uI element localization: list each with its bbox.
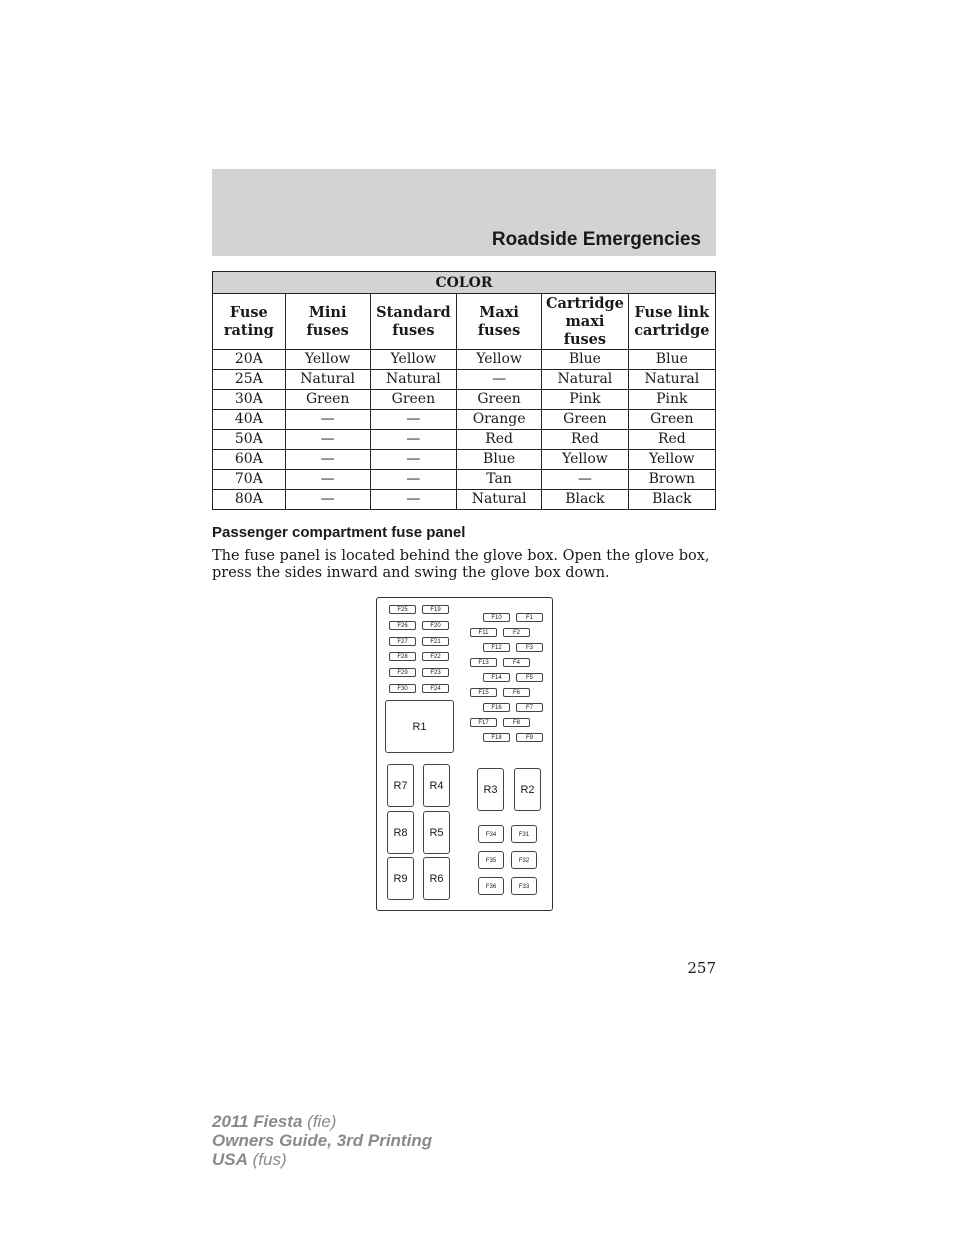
fuse-label: F33 — [511, 877, 537, 895]
table-cell: Brown — [628, 470, 715, 490]
table-body — [213, 350, 716, 510]
table-cell: — — [370, 430, 456, 450]
fuse-label: F2 — [503, 628, 530, 637]
table-cell: Natural — [370, 370, 456, 390]
column-header-line: maxi — [565, 312, 605, 330]
relay-label: R7 — [387, 764, 414, 807]
fuse-label: F13 — [470, 658, 497, 667]
table-cell: 70A — [213, 470, 286, 490]
fuse-label: F11 — [470, 628, 497, 637]
table-cell: 20A — [213, 350, 286, 370]
fuse-label: F36 — [478, 877, 504, 895]
section-body: The fuse panel is located behind the glove box. Open the glove box, press the sides inward and swing the glove box down. — [212, 548, 710, 581]
fuse-color-table — [212, 271, 716, 510]
table-cell: Pink — [628, 390, 715, 410]
table-row — [213, 390, 716, 410]
table-cell: 50A — [213, 430, 286, 450]
table-cell: Yellow — [370, 350, 456, 370]
column-header-line: fuses — [563, 330, 607, 348]
column-header-line: Cartridge — [545, 294, 624, 312]
fuse-label: F7 — [516, 703, 543, 712]
fuse-label: F29 — [389, 668, 416, 677]
fuse-label: F27 — [389, 637, 416, 646]
table-cell: Red — [628, 430, 715, 450]
table-row — [213, 350, 716, 370]
table-cell: — — [285, 410, 370, 430]
column-header-line: fuses — [392, 321, 435, 339]
column-header — [457, 294, 542, 350]
table-cell: — — [285, 490, 370, 510]
table-cell: 30A — [213, 390, 286, 410]
table-cell: — — [457, 370, 542, 390]
table-cell: Tan — [457, 470, 542, 490]
table-cell: Green — [542, 410, 629, 430]
table-cell: Natural — [457, 490, 542, 510]
table-cell: Natural — [542, 370, 629, 390]
column-header-line: Standard — [376, 303, 451, 321]
fuse-label: F3 — [516, 643, 543, 652]
table-cell: — — [370, 450, 456, 470]
table-row — [213, 410, 716, 430]
relay-label: R5 — [423, 811, 450, 854]
table-cell: 25A — [213, 370, 286, 390]
column-header — [542, 294, 629, 350]
fuse-label: F4 — [503, 658, 530, 667]
table-cell: Blue — [457, 450, 542, 470]
table-cell: — — [370, 490, 456, 510]
fuse-label: F9 — [516, 733, 543, 742]
footer-region-code: (fus) — [252, 1150, 287, 1169]
column-header — [628, 294, 715, 350]
table-cell: Natural — [285, 370, 370, 390]
fuse-label: F21 — [422, 637, 449, 646]
fuse-label: F32 — [511, 851, 537, 869]
relay-label: R9 — [387, 857, 414, 900]
footer-region: USA — [212, 1150, 248, 1169]
table-cell: Red — [542, 430, 629, 450]
table-cell: Orange — [457, 410, 542, 430]
table-cell: — — [542, 470, 629, 490]
table-cell: Yellow — [457, 350, 542, 370]
table-cell: Natural — [628, 370, 715, 390]
page-title: Roadside Emergencies — [491, 229, 701, 250]
fuse-label: F18 — [483, 733, 510, 742]
footer-model: 2011 Fiesta — [212, 1112, 303, 1131]
fuse-label: F31 — [511, 825, 537, 843]
table-column-headers — [213, 294, 716, 350]
fuse-label: F16 — [483, 703, 510, 712]
column-header-line: fuses — [477, 321, 521, 339]
table-cell: Yellow — [628, 450, 715, 470]
fuse-label: F15 — [470, 688, 497, 697]
fuse-label: F30 — [389, 684, 416, 693]
fuse-label: F5 — [516, 673, 543, 682]
fuse-label: F19 — [422, 605, 449, 614]
table-row — [213, 430, 716, 450]
table-cell: — — [370, 470, 456, 490]
column-header — [370, 294, 456, 350]
column-header-line: rating — [223, 321, 274, 339]
fuse-panel-diagram — [376, 597, 553, 911]
table-cell: Blue — [628, 350, 715, 370]
relay-label: R3 — [477, 768, 504, 811]
relay-r1: R1 — [385, 700, 454, 753]
header-band — [212, 169, 716, 256]
fuse-label: F26 — [389, 621, 416, 630]
fuse-label: F1 — [516, 613, 543, 622]
table-group-header: COLOR — [213, 272, 716, 294]
column-header-line: Fuse link — [634, 303, 710, 321]
section-title: Passenger compartment fuse panel — [212, 524, 466, 541]
table-row — [213, 490, 716, 510]
column-header-line: fuses — [306, 321, 349, 339]
fuse-label: F17 — [470, 718, 497, 727]
fuse-label: F35 — [478, 851, 504, 869]
table-cell: Green — [285, 390, 370, 410]
table-cell: 40A — [213, 410, 286, 430]
fuse-label: F34 — [478, 825, 504, 843]
fuse-label: F10 — [483, 613, 510, 622]
table-cell: Red — [457, 430, 542, 450]
fuse-label: F14 — [483, 673, 510, 682]
table-cell: — — [285, 470, 370, 490]
table-cell: Pink — [542, 390, 629, 410]
table-cell: Blue — [542, 350, 629, 370]
column-header-line: Mini — [308, 303, 347, 321]
table-cell: — — [285, 450, 370, 470]
relay-label: R2 — [514, 768, 541, 811]
footer-guide: Owners Guide, 3rd Printing — [212, 1131, 433, 1150]
relay-label: R4 — [423, 764, 450, 807]
fuse-label: F22 — [422, 652, 449, 661]
page-number: 257 — [687, 959, 716, 977]
table-cell: Green — [457, 390, 542, 410]
column-header-line: Maxi — [479, 303, 519, 321]
column-header — [285, 294, 370, 350]
table-cell: — — [370, 410, 456, 430]
fuse-label: F8 — [503, 718, 530, 727]
fuse-label: F24 — [422, 684, 449, 693]
fuse-label: F20 — [422, 621, 449, 630]
table-row — [213, 450, 716, 470]
table-cell: Green — [628, 410, 715, 430]
column-header-line: cartridge — [634, 321, 710, 339]
table-cell: 80A — [213, 490, 286, 510]
table-cell: Black — [628, 490, 715, 510]
column-header — [213, 294, 286, 350]
footer — [212, 1112, 432, 1169]
table-cell: 60A — [213, 450, 286, 470]
fuse-label: F12 — [483, 643, 510, 652]
relay-label: R8 — [387, 811, 414, 854]
fuse-label: F25 — [389, 605, 416, 614]
table-cell: Yellow — [285, 350, 370, 370]
fuse-label: F28 — [389, 652, 416, 661]
relay-label: R6 — [423, 857, 450, 900]
table-cell: Green — [370, 390, 456, 410]
table-cell: Yellow — [542, 450, 629, 470]
footer-model-code: (fie) — [307, 1112, 337, 1131]
table-cell: — — [285, 430, 370, 450]
fuse-label: F23 — [422, 668, 449, 677]
table-row — [213, 470, 716, 490]
table-row — [213, 370, 716, 390]
table-cell: Black — [542, 490, 629, 510]
fuse-label: F6 — [503, 688, 530, 697]
column-header-line: Fuse — [229, 303, 268, 321]
